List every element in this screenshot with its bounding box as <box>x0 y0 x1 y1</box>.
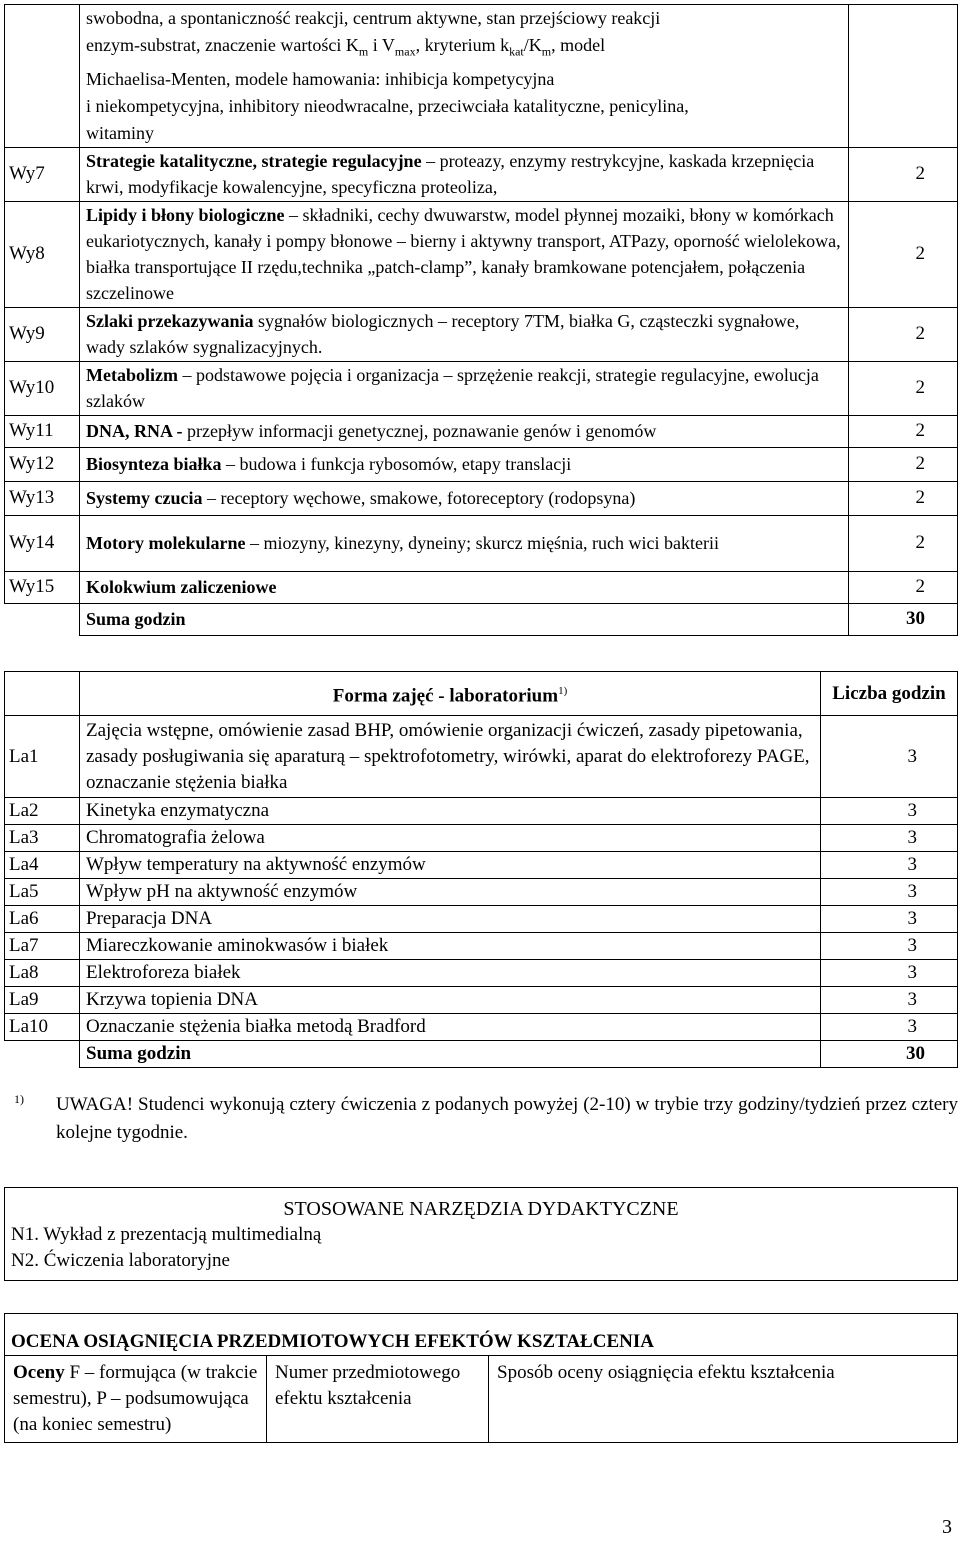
lecture-description <box>80 571 849 603</box>
lab-description: Preparacja DNA <box>80 906 821 933</box>
table-row <box>5 515 958 571</box>
assessment-title <box>5 1314 958 1356</box>
total-hours <box>849 603 958 635</box>
lab-code: La7 <box>5 933 80 960</box>
lecture-hours: 2 <box>849 361 958 415</box>
lab-code: La8 <box>5 960 80 987</box>
lecture-code: Wy14 <box>5 515 80 571</box>
lab-description: Wpływ pH na aktywność enzymów <box>80 879 821 906</box>
table-row <box>5 960 958 987</box>
lab-code: La1 <box>5 716 80 798</box>
lecture-code: Wy9 <box>5 307 80 361</box>
lab-table <box>4 671 958 1068</box>
lab-description: Kinetyka enzymatyczna <box>80 798 821 825</box>
topic-text: – podstawowe pojęcia i organizacja – sprzężenie reakcji, strategie regulacyjne, ewolucja szlaków <box>86 365 819 412</box>
table-row <box>5 603 958 635</box>
lecture-description <box>80 447 849 481</box>
footnote <box>14 1091 958 1147</box>
empty-cell <box>5 603 80 635</box>
header-code <box>5 672 80 716</box>
topic-text: – miozyny, kinezyny, dyneiny; skurcz mięśnia, ruch wici bakterii <box>245 533 720 554</box>
lab-hours: 3 <box>821 987 958 1014</box>
lab-hours: 3 <box>821 716 958 798</box>
grades-text: F – formująca (w trakcie semestru), P – podsumowująca (na koniec semestru) <box>13 1362 258 1435</box>
table-row <box>5 361 958 415</box>
tool-item: N1. Wykład z prezentacją multimedialną <box>11 1224 322 1245</box>
total-label-text: Suma godzin <box>86 1043 192 1064</box>
line-text: , model <box>551 35 606 55</box>
lecture-code: Wy7 <box>5 147 80 201</box>
lab-code: La4 <box>5 852 80 879</box>
topic-text: – receptory węchowe, smakowe, fotoreceptory (rodopsyna) <box>202 488 636 509</box>
lecture-description <box>80 307 849 361</box>
lab-code: La10 <box>5 1014 80 1041</box>
lecture-hours: 2 <box>849 147 958 201</box>
lecture-code <box>5 5 80 148</box>
lab-description: Elektroforeza białek <box>80 960 821 987</box>
lab-hours: 3 <box>821 906 958 933</box>
lecture-table <box>4 4 958 636</box>
table-row <box>5 201 958 307</box>
grades-bold: Oceny <box>13 1362 65 1383</box>
lecture-hours: 2 <box>849 447 958 481</box>
subscript: m <box>358 44 369 59</box>
table-row <box>5 307 958 361</box>
topic-title: Motory molekularne <box>86 533 246 554</box>
table-row <box>5 447 958 481</box>
assessment-table <box>4 1313 958 1443</box>
topic-title: Biosynteza białka <box>86 454 222 475</box>
footnote-marker: 1) <box>14 1092 24 1106</box>
table-row <box>5 825 958 852</box>
table-row <box>5 879 958 906</box>
hours-header <box>821 672 958 716</box>
lecture-description <box>80 201 849 307</box>
line-text: enzym-substrat, znaczenie wartości K <box>86 35 359 55</box>
footnote-text: UWAGA! Studenci wykonują cztery ćwiczenia z podanych powyżej (2-10) w trybie trzy godziny/tydzień przez cztery kolejne tygodnie. <box>56 1094 958 1143</box>
lab-title-text: Forma zajęć - laboratorium <box>332 685 559 707</box>
lab-description: Wpływ temperatury na aktywność enzymów <box>80 852 821 879</box>
lecture-code: Wy12 <box>5 447 80 481</box>
assessment-method-cell: Sposób oceny osiągnięcia efektu kształcenia <box>489 1356 958 1443</box>
table-row <box>5 852 958 879</box>
lab-code: La5 <box>5 879 80 906</box>
topic-title: Systemy czucia <box>86 488 203 509</box>
lecture-code: Wy10 <box>5 361 80 415</box>
line-text: swobodna, a spontaniczność reakcji, centrum aktywne, stan przejściowy reakcji <box>86 8 661 28</box>
topic-title: Szlaki przekazywania <box>86 311 254 332</box>
table-row <box>5 481 958 515</box>
topic-text: – budowa i funkcja rybosomów, etapy translacji <box>221 454 572 475</box>
table-row <box>5 571 958 603</box>
line-text: Michaelisa-Menten, modele hamowania: inhibicja kompetycyjna <box>86 68 555 89</box>
lecture-hours: 2 <box>849 415 958 447</box>
line-text: , kryterium k <box>415 35 510 55</box>
total-label <box>80 603 849 635</box>
table-row <box>5 672 958 716</box>
table-row <box>5 1356 958 1443</box>
effect-number-cell: Numer przedmiotowego efektu kształcenia <box>267 1356 489 1443</box>
topic-text: sygnałów biologicznych – receptory 7TM, białka G, cząsteczki sygnałowe, wady szlaków sygnalizacyjnych. <box>86 311 800 358</box>
lab-hours: 3 <box>821 933 958 960</box>
lab-description: Chromatografia żelowa <box>80 825 821 852</box>
table-row <box>5 147 958 201</box>
empty-cell <box>5 1041 80 1068</box>
table-row <box>5 1014 958 1041</box>
lab-hours: 3 <box>821 1014 958 1041</box>
lecture-hours: 2 <box>849 201 958 307</box>
table-row <box>5 716 958 798</box>
topic-title: Strategie katalityczne, strategie regulacyjne <box>86 151 422 172</box>
page-number: 3 <box>942 1516 952 1538</box>
line-text: /K <box>523 35 542 55</box>
lab-description: Krzywa topienia DNA <box>80 987 821 1014</box>
lab-code: La9 <box>5 987 80 1014</box>
table-row <box>5 1188 958 1281</box>
lecture-code: Wy11 <box>5 415 80 447</box>
lab-code: La3 <box>5 825 80 852</box>
table-row <box>5 933 958 960</box>
tools-title: STOSOWANE NARZĘDZIA DYDAKTYCZNE <box>283 1198 679 1220</box>
lecture-description <box>80 5 849 148</box>
lab-hours: 3 <box>821 798 958 825</box>
line-text: witaminy <box>86 122 154 143</box>
table-row <box>5 798 958 825</box>
lab-code: La2 <box>5 798 80 825</box>
lecture-description <box>80 415 849 447</box>
table-row <box>5 1041 958 1068</box>
topic-text: przepływ informacji genetycznej, poznawanie genów i genomów <box>182 421 657 442</box>
table-row <box>5 415 958 447</box>
lab-hours: 3 <box>821 960 958 987</box>
line-text: i niekompetycyjna, inhibitory nieodwracalne, przeciwciała katalityczne, penicylina, <box>86 95 689 116</box>
lecture-hours: 2 <box>849 571 958 603</box>
total-hours-text: 30 <box>906 608 925 630</box>
total-label-text: Suma godzin <box>86 609 186 630</box>
lecture-code: Wy15 <box>5 571 80 603</box>
subscript: max <box>394 44 416 59</box>
total-hours <box>821 1041 958 1068</box>
lecture-hours: 2 <box>849 515 958 571</box>
lecture-hours <box>849 5 958 148</box>
lecture-hours: 2 <box>849 307 958 361</box>
table-row <box>5 906 958 933</box>
topic-text: – składniki, cechy dwuwarstw, model płynnej mozaiki, błony w komórkach eukariotycznych, kanały i pompy błonowe – bierny i aktywny transport, ATPazy, oporność wielolekowa, białka transportujące II rzędu,technika „patch-clamp”, kanały bramkowane potencjałem, połączenia szczelinowe <box>86 205 841 304</box>
lecture-description <box>80 147 849 201</box>
topic-title: DNA, RNA - <box>86 421 183 442</box>
lecture-description <box>80 361 849 415</box>
table-row <box>5 1314 958 1356</box>
lecture-description <box>80 515 849 571</box>
lab-hours: 3 <box>821 879 958 906</box>
lecture-description <box>80 481 849 515</box>
lecture-hours: 2 <box>849 481 958 515</box>
subscript: m <box>541 44 552 59</box>
lab-hours: 3 <box>821 852 958 879</box>
subscript: kat <box>509 44 524 59</box>
grades-cell <box>5 1356 267 1443</box>
lab-description: Zajęcia wstępne, omówienie zasad BHP, omówienie organizacji ćwiczeń, zasady pipetowania, zasady posługiwania się aparaturą – spektrofotometry, wirówki, aparat do elektroforezy PAGE, oznaczanie stężenia białka <box>80 716 821 798</box>
lecture-code: Wy13 <box>5 481 80 515</box>
table-row <box>5 5 958 148</box>
lab-code: La6 <box>5 906 80 933</box>
topic-text: – proteazy, enzymy restrykcyjne, kaskada krzepnięcia krwi, modyfikacje kowalencyjne, specyficzna proteoliza, <box>86 151 815 198</box>
assessment-title-text: OCENA OSIĄGNIĘCIA PRZEDMIOTOWYCH EFEKTÓW KSZTAŁCENIA <box>11 1331 654 1352</box>
topic-title: Lipidy i błony biologiczne <box>86 205 285 226</box>
hours-header-text: Liczba godzin <box>832 682 946 704</box>
lab-description: Oznaczanie stężenia białka metodą Bradford <box>80 1014 821 1041</box>
tools-cell <box>5 1188 958 1281</box>
lab-title <box>80 672 821 716</box>
line-text: i V <box>368 35 395 55</box>
table-row <box>5 987 958 1014</box>
footnote-marker: 1) <box>558 684 568 697</box>
tool-item: N2. Ćwiczenia laboratoryjne <box>11 1250 230 1271</box>
lab-description: Miareczkowanie aminokwasów i białek <box>80 933 821 960</box>
lecture-code: Wy8 <box>5 201 80 307</box>
total-hours-text: 30 <box>906 1043 925 1064</box>
total-label <box>80 1041 821 1068</box>
tools-table <box>4 1187 958 1281</box>
topic-title: Metabolizm <box>86 365 178 386</box>
lab-hours: 3 <box>821 825 958 852</box>
topic-title: Kolokwium zaliczeniowe <box>86 577 277 598</box>
